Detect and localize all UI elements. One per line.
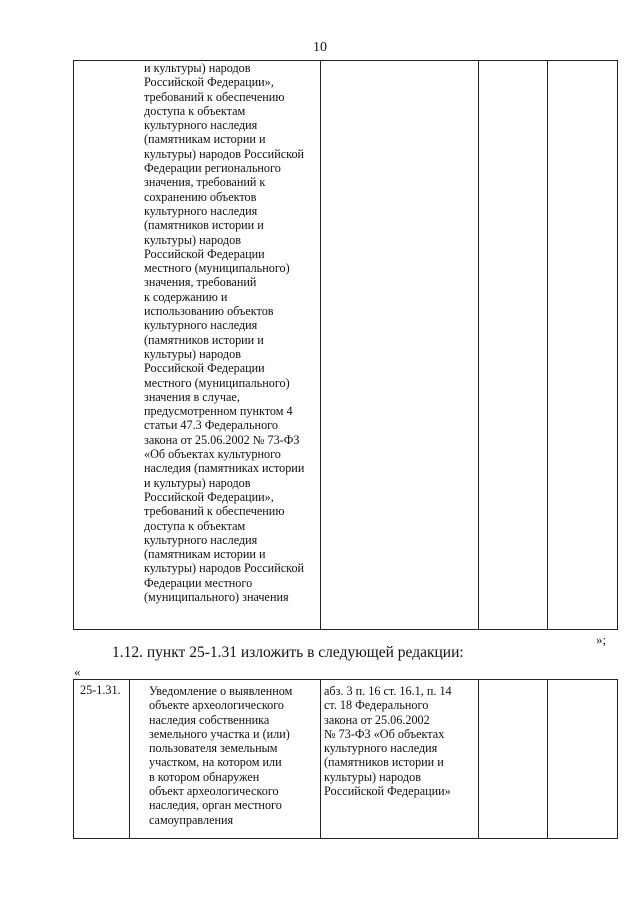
text-line: культурного наследия	[324, 741, 438, 756]
text-line: значения, требований к	[144, 175, 266, 190]
text-line: ст. 18 Федерального	[324, 698, 429, 713]
text-line: Российской Федерации»,	[144, 75, 274, 90]
text-line: (памятников истории и	[144, 218, 264, 233]
description-text	[144, 61, 318, 604]
text-line: Российской Федерации	[144, 361, 265, 376]
item-number-cell	[74, 680, 130, 839]
empty-cell	[479, 680, 548, 839]
empty-cell	[548, 61, 618, 630]
text-line: культурного наследия	[144, 118, 258, 133]
text-line: абз. 3 п. 16 ст. 16.1, п. 14	[324, 684, 452, 698]
text-line: предусмотренном пунктом 4	[144, 404, 293, 419]
table-continued	[73, 60, 618, 630]
text-line: объекте археологического	[149, 698, 285, 713]
text-line: наследия собственника	[149, 712, 270, 727]
text-line: земельного участка и (или)	[149, 726, 290, 741]
text-line: наследия (памятниках истории	[144, 461, 305, 476]
law-cell	[321, 61, 479, 630]
text-line: (памятникам истории и	[144, 132, 266, 147]
text-line: сохранению объектов	[144, 189, 257, 204]
text-line: культуры) народов	[324, 769, 421, 784]
text-line: и культуры) народов	[144, 61, 251, 75]
text-line: культуры) народов	[144, 232, 241, 247]
text-line: Российской Федерации	[144, 246, 265, 261]
text-line: Уведомление о выявленном	[149, 684, 293, 698]
text-line: Российской Федерации»	[324, 784, 451, 799]
text-line: культуры) народов	[144, 346, 241, 361]
item-number: 25-1.31.	[80, 683, 121, 697]
text-line: в котором обнаружен	[149, 769, 260, 784]
text-line: местного (муниципального)	[144, 375, 290, 390]
text-line: к содержанию и	[144, 289, 228, 304]
text-line: доступа к объектам	[144, 518, 246, 533]
opening-quote: «	[74, 664, 81, 679]
empty-cell	[548, 680, 618, 839]
text-line: культуры) народов Российской	[144, 146, 305, 161]
text-line: значения, требований	[144, 275, 257, 290]
text-line: значения в случае,	[144, 389, 240, 404]
text-line: (памятников истории и	[324, 755, 444, 770]
text-line: закона от 25.06.2002	[324, 712, 430, 727]
text-line: закона от 25.06.2002 № 73-ФЗ	[144, 432, 300, 447]
text-line: Российской Федерации»,	[144, 489, 274, 504]
description-cell	[74, 61, 321, 630]
text-line: (памятникам истории и	[144, 547, 266, 562]
description-text	[149, 684, 316, 827]
text-line: культурного наследия	[144, 318, 258, 333]
text-line: доступа к объектам	[144, 103, 246, 118]
text-line: и культуры) народов	[144, 475, 251, 490]
text-line: требований к обеспечению	[144, 89, 285, 104]
text-line: наследия, орган местного	[149, 798, 282, 813]
law-text	[324, 684, 474, 798]
amendment-paragraph: 1.12. пункт 25-1.31 изложить в следующей редакции:	[112, 644, 464, 661]
text-line: культуры) народов Российской	[144, 561, 305, 576]
text-line: требований к обеспечению	[144, 504, 285, 519]
text-line: № 73-ФЗ «Об объектах	[324, 726, 445, 741]
text-line: Федерации местного	[144, 575, 253, 590]
closing-quote: »;	[596, 632, 607, 647]
text-line: объект археологического	[149, 784, 279, 799]
law-cell	[321, 680, 479, 839]
text-line: культурного наследия	[144, 532, 258, 547]
text-line: Федерации регионального	[144, 161, 281, 176]
text-line: культурного наследия	[144, 203, 258, 218]
description-cell	[130, 680, 321, 839]
table-row	[74, 680, 618, 839]
text-line: использованию объектов	[144, 304, 274, 319]
text-line: «Об объектах культурного	[144, 447, 281, 462]
text-line: местного (муниципального)	[144, 261, 290, 276]
text-line: (памятников истории и	[144, 332, 264, 347]
page-number: 10	[313, 40, 327, 55]
text-line: пользователя земельным	[149, 741, 278, 756]
empty-cell	[479, 61, 548, 630]
table-row	[74, 61, 618, 630]
text-line: статьи 47.3 Федерального	[144, 418, 278, 433]
table-new-item	[73, 679, 618, 839]
text-line: (муниципального) значения	[144, 589, 289, 604]
text-line: самоуправления	[149, 812, 234, 827]
text-line: участком, на котором или	[149, 755, 282, 770]
